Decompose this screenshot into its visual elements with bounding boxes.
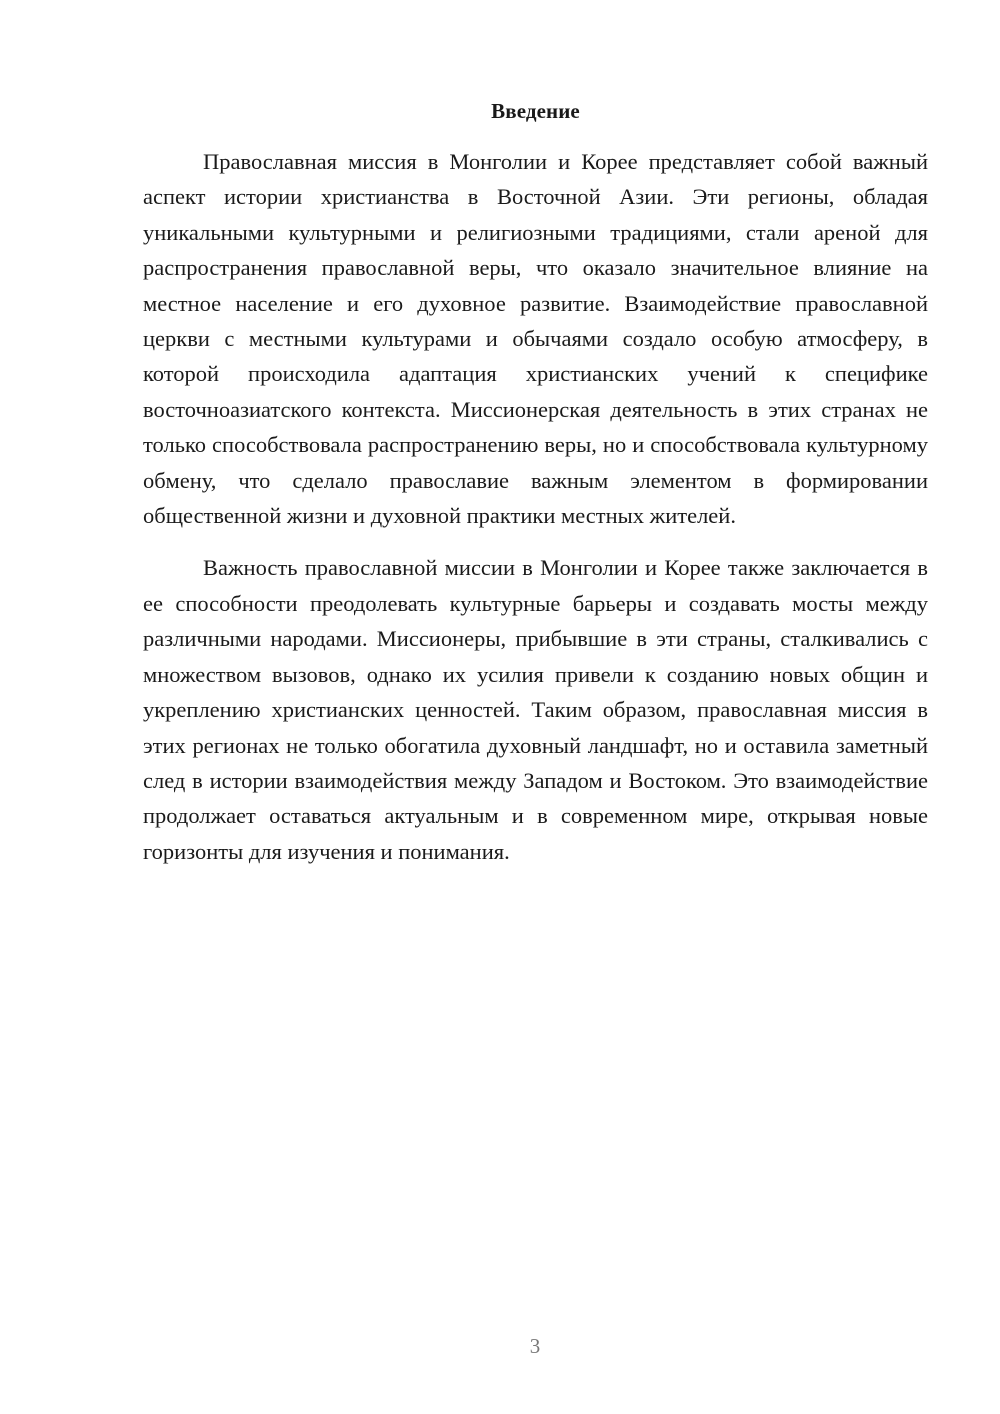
page-content	[143, 97, 928, 869]
section-heading: Введение	[491, 99, 580, 123]
paragraph-2: Важность православной миссии в Монголии и Корее также заключается в ее способности преодолевать культурные барьеры и создавать мосты между различными народами. Миссионеры, прибывшие в эти страны, сталкивались с множеством вызовов, однако их усилия привели к созданию новых общин и укреплению христианских ценностей. Таким образом, православная миссия в этих регионах не только обогатила духовный ландшафт, но и оставила заметный след в истории взаимодействия между Западом и Востоком. Это взаимодействие продолжает оставаться актуальным и в современном мире, открывая новые горизонты для изучения и понимания.	[143, 555, 928, 864]
page-number: 3	[529, 1334, 541, 1358]
paragraph-1: Православная миссия в Монголии и Корее представляет собой важный аспект истории христианства в Восточной Азии. Эти регионы, обладая уникальными культурными и религиозными традициями, стали ареной для распространения православной веры, что оказало значительное влияние на местное население и его духовное развитие. Взаимодействие православной церкви с местными культурами и обычаями создало особую атмосферу, в которой происходила адаптация христианских учений к специфике восточноазиатского контекста. Миссионерская деятельность в этих странах не только способствовала распространению веры, но и способствовала культурному обмену, что сделало православие важным элементом в формировании общественной жизни и духовной практики местных жителей.	[143, 149, 928, 529]
